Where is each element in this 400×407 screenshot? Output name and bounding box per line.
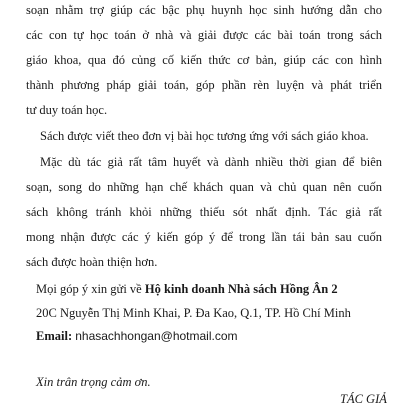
intro-line-3: giáo khoa, qua đó củng cố kiến thức cơ bản, giúp các con hình bbox=[26, 53, 382, 67]
apology-line-4: mong nhận được các ý kiến góp ý để trong lần tái bản sau cuốn bbox=[26, 230, 382, 244]
email-label: Email: bbox=[36, 329, 73, 343]
contact-prefix: Mọi góp ý xin gửi về bbox=[36, 282, 145, 296]
address-line: 20C Nguyễn Thị Minh Khai, P. Đa Kao, Q.1, TP. Hồ Chí Minh bbox=[36, 306, 351, 320]
contact-line bbox=[36, 281, 382, 297]
intro-line-4: thành phương pháp giải toán, góp phần rèn luyện và phát triển bbox=[26, 78, 382, 92]
email-address: nhasachhongan@hotmail.com bbox=[75, 329, 238, 343]
company-name: Hộ kinh doanh Nhà sách Hồng Ân 2 bbox=[144, 282, 338, 296]
apology-line-3: sách không tránh khỏi những thiếu sót nhất định. Tác giả rất bbox=[26, 205, 382, 219]
signature-partial: TÁC GIẢ bbox=[340, 392, 387, 406]
intro-line-1: soạn nhằm trợ giúp các bậc phụ huynh học sinh hướng dẫn cho bbox=[26, 3, 382, 17]
closing-line: Xin trân trọng cảm ơn. bbox=[36, 375, 151, 389]
apology-line-5: sách được hoàn thiện hơn. bbox=[26, 255, 158, 269]
apology-line-2: soạn, song do những hạn chế khách quan và chủ quan nên cuốn bbox=[26, 180, 382, 194]
apology-line-1: Mặc dù tác giả rất tâm huyết và dành nhiều thời gian để biên bbox=[40, 155, 382, 169]
structure-line-1: Sách được viết theo đơn vị bài học tương ứng với sách giáo khoa. bbox=[40, 129, 369, 143]
email-line bbox=[36, 328, 382, 344]
intro-line-5: tư duy toán học. bbox=[26, 103, 108, 117]
intro-line-2: các con tự học toán ở nhà và giải được các bài toán trong sách bbox=[26, 28, 382, 42]
